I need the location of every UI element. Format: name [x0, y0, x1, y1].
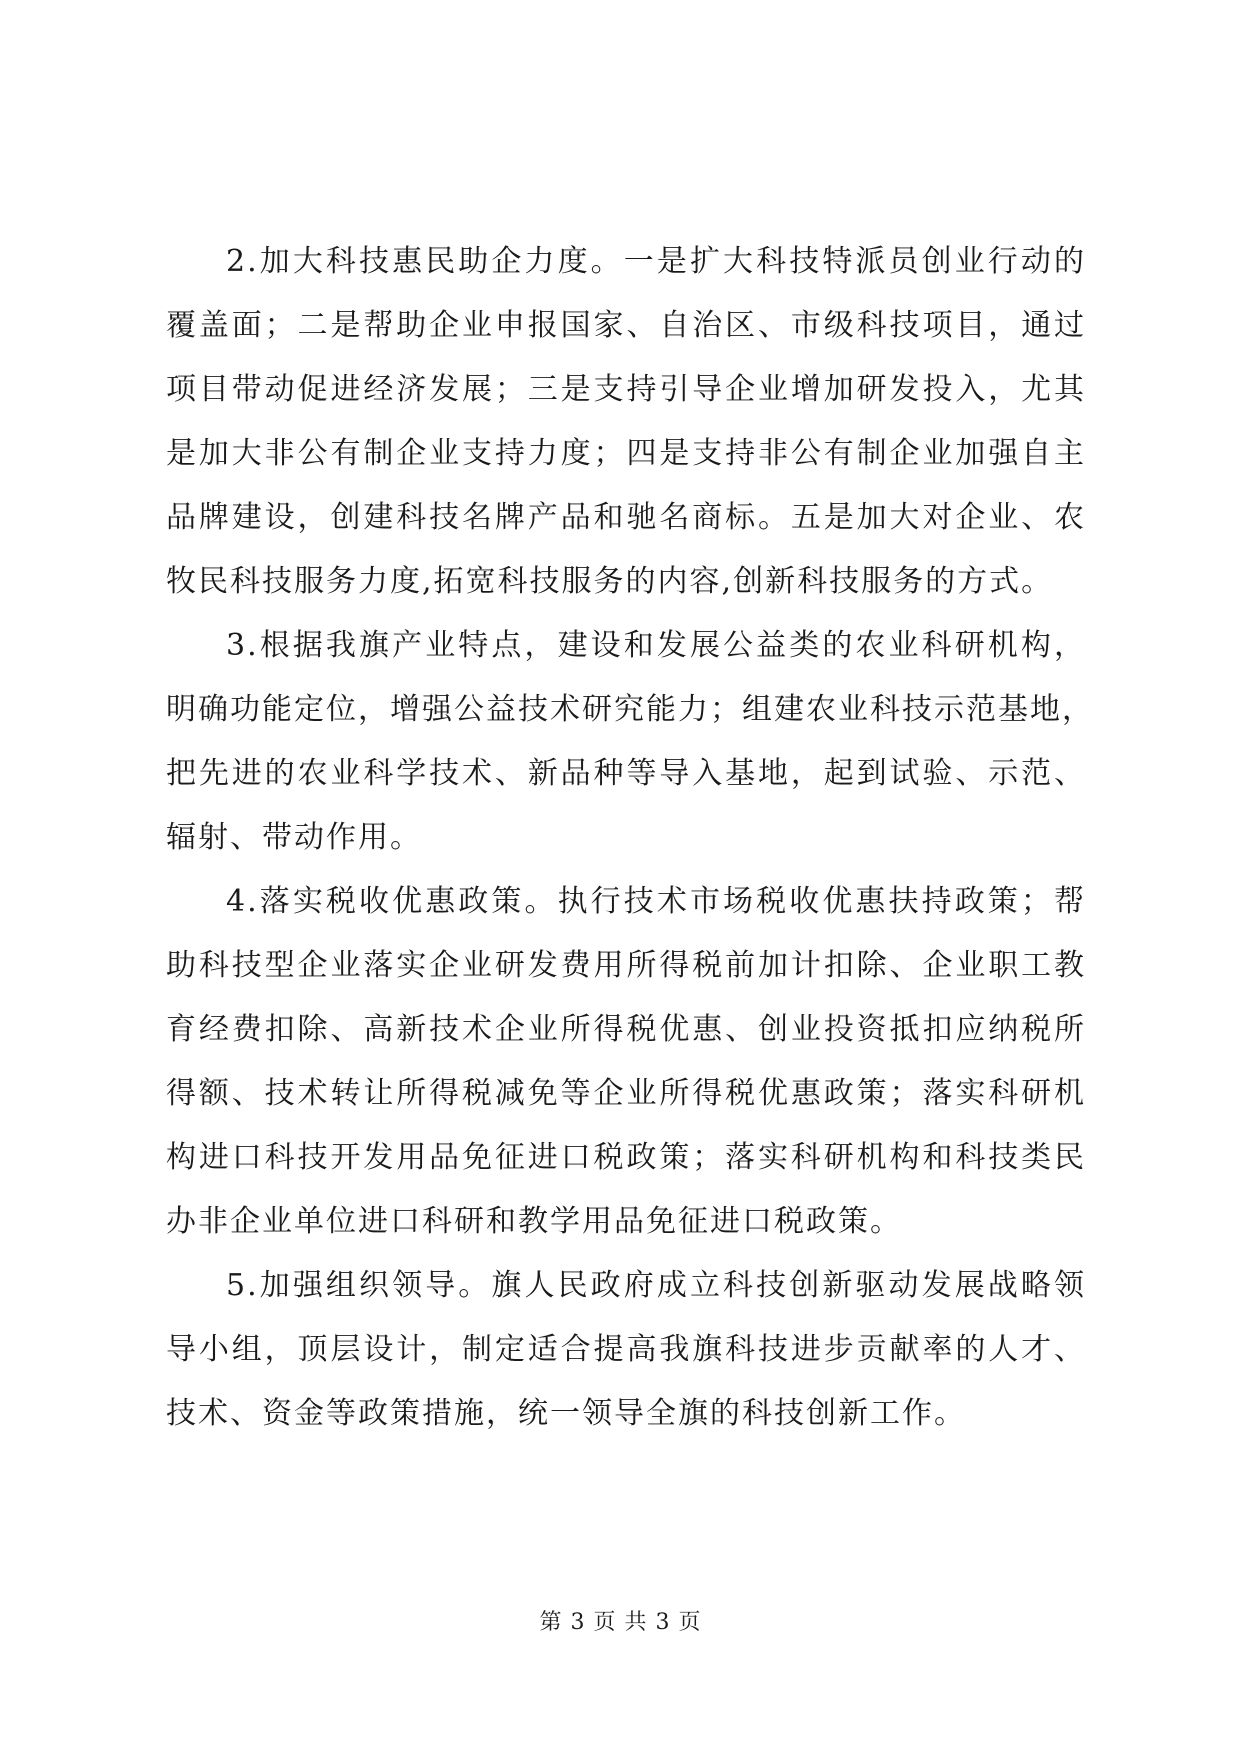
- text-line: 构进口科技开发用品免征进口税政策；落实科研机构和科技类民: [166, 1140, 1086, 1175]
- text-line: 技术、资金等政策措施，统一领导全旗的科技创新工作。: [166, 1396, 966, 1431]
- text-line: 育经费扣除、高新技术企业所得税优惠、创业投资抵扣应纳税所: [166, 1012, 1086, 1047]
- paragraph-item-5: [166, 1254, 1086, 1446]
- text-line: 2.加大科技惠民助企力度。一是扩大科技特派员创业行动的: [226, 244, 1086, 279]
- paragraph-item-3: [166, 614, 1094, 870]
- paragraph-item-4: [166, 870, 1086, 1254]
- text-line: 办非企业单位进口科研和教学用品免征进口税政策。: [166, 1204, 902, 1239]
- text-line: 明确功能定位，增强公益技术研究能力；组建农业科技示范基地，: [166, 692, 1094, 727]
- text-line: 项目带动促进经济发展；三是支持引导企业增加研发投入，尤其: [166, 372, 1086, 407]
- text-line: 助科技型企业落实企业研发费用所得税前加计扣除、企业职工教: [166, 948, 1086, 983]
- text-line: 是加大非公有制企业支持力度；四是支持非公有制企业加强自主: [166, 436, 1086, 471]
- text-line: 5.加强组织领导。旗人民政府成立科技创新驱动发展战略领: [226, 1268, 1086, 1303]
- text-line: 得额、技术转让所得税减免等企业所得税优惠政策；落实科研机: [166, 1076, 1086, 1111]
- text-line: 覆盖面；二是帮助企业申报国家、自治区、市级科技项目，通过: [166, 308, 1086, 343]
- text-line: 导小组，顶层设计，制定适合提高我旗科技进步贡献率的人才、: [166, 1332, 1086, 1367]
- text-line: 品牌建设，创建科技名牌产品和驰名商标。五是加大对企业、农: [166, 500, 1086, 535]
- paragraph-item-2: [166, 230, 1086, 614]
- text-line: 4.落实税收优惠政策。执行技术市场税收优惠扶持政策；帮: [226, 884, 1086, 919]
- text-line: 3.根据我旗产业特点，建设和发展公益类的农业科研机构，: [226, 628, 1086, 663]
- document-body: [166, 230, 1094, 1446]
- text-line: 把先进的农业科学技术、新品种等导入基地，起到试验、示范、: [166, 756, 1086, 791]
- text-line: 辐射、带动作用。: [166, 820, 422, 855]
- text-line: 牧民科技服务力度,拓宽科技服务的内容,创新科技服务的方式。: [166, 564, 1054, 599]
- page-number-footer: 第 3 页 共 3 页: [539, 1610, 702, 1635]
